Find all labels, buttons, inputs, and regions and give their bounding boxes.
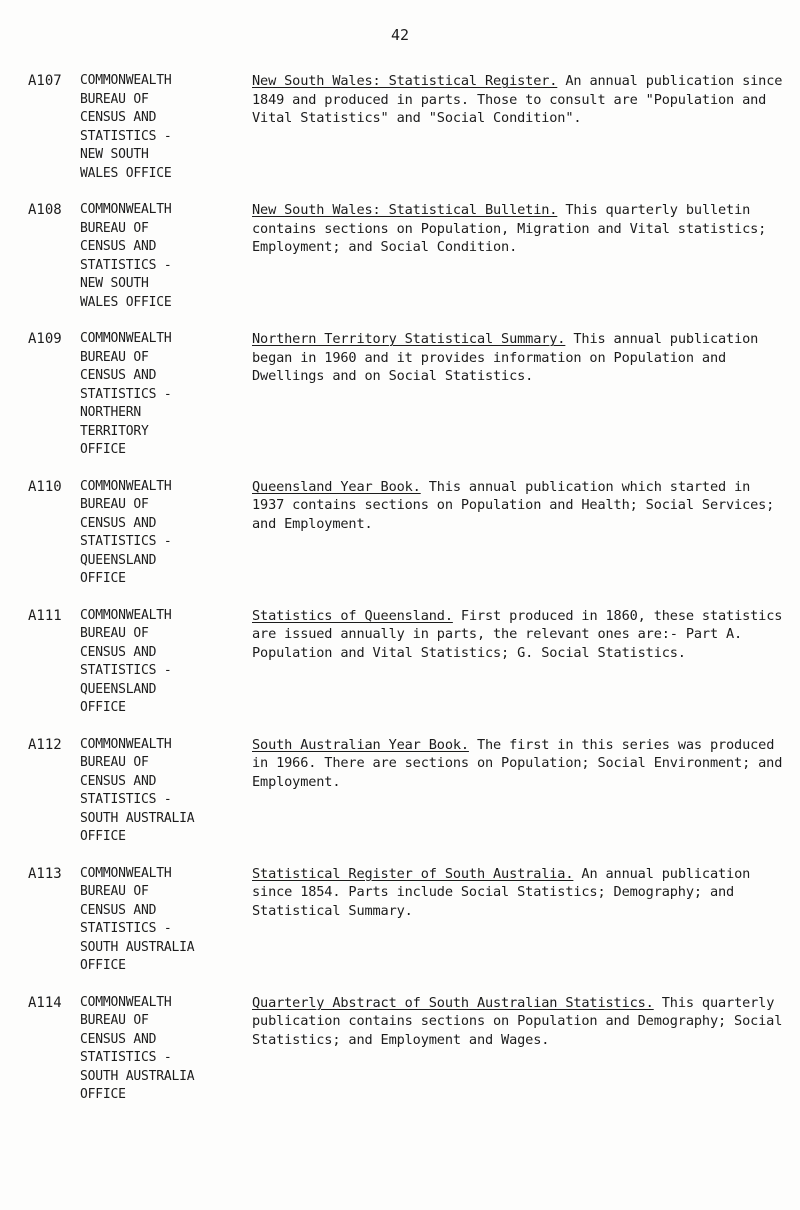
entry-title: Statistics of Queensland. xyxy=(252,607,453,624)
entry-title: Statistical Register of South Australia. xyxy=(252,865,574,882)
entry-description xyxy=(252,736,792,792)
entry-code: A107 xyxy=(28,73,62,89)
entry-a109 xyxy=(28,330,792,460)
source-line: COMMONWEALTH xyxy=(80,865,172,881)
source-line: NEW SOUTH xyxy=(80,276,149,291)
source-line: COMMONWEALTH xyxy=(80,478,172,494)
entries-list xyxy=(28,72,792,1123)
source-line: STATISTICS - xyxy=(80,921,172,936)
source-line: STATISTICS - xyxy=(80,1050,172,1065)
source-line: STATISTICS - xyxy=(80,534,172,549)
source-line: CENSUS AND xyxy=(80,368,157,383)
entry-a112 xyxy=(28,736,792,847)
source-line: BUREAU OF xyxy=(80,91,149,107)
entry-code: A114 xyxy=(28,994,62,1011)
entry-a107 xyxy=(28,72,792,183)
source-line: SOUTH AUSTRALIA xyxy=(80,939,195,955)
entry-source xyxy=(80,72,252,183)
source-line: WALES OFFICE xyxy=(80,165,172,181)
entry-title: New South Wales: Statistical Bulletin. xyxy=(252,202,558,218)
entry-text: The first in this series was produced in 1966. There are sections on Population; Social Environment; and Employment. xyxy=(252,736,783,790)
source-line: OFFICE xyxy=(80,1087,126,1102)
source-line: OFFICE xyxy=(80,571,126,586)
entry-text: First produced in 1860, these statistics are issued annually in parts, the relevant ones are:- Part A. Population and Vital Statistics; G. Social Statistics. xyxy=(252,607,783,661)
entry-text: This quarterly bulletin contains sections on Population, Migration and Vital statistics; Employment; and Social Condition. xyxy=(252,202,767,255)
entry-source xyxy=(80,994,252,1105)
source-line: COMMONWEALTH xyxy=(80,736,172,752)
entry-code: A111 xyxy=(28,607,62,624)
source-line: BUREAU OF xyxy=(80,755,149,770)
entry-title: Queensland Year Book. xyxy=(252,478,421,495)
entry-source xyxy=(80,201,252,312)
entry-code: A108 xyxy=(28,202,62,218)
source-line: CENSUS AND xyxy=(80,515,157,531)
source-line: QUEENSLAND xyxy=(80,552,157,568)
source-line: CENSUS AND xyxy=(80,1031,157,1047)
entry-a113 xyxy=(28,865,792,976)
source-line: BUREAU OF xyxy=(80,884,149,899)
entry-source xyxy=(80,865,252,976)
entry-code: A110 xyxy=(28,478,62,495)
source-line: STATISTICS - xyxy=(80,128,172,144)
source-line: QUEENSLAND xyxy=(80,681,157,697)
source-line: NEW SOUTH xyxy=(80,147,149,162)
entry-title: Northern Territory Statistical Summary. xyxy=(252,331,566,347)
entry-code: A112 xyxy=(28,736,62,753)
source-line: OFFICE xyxy=(80,958,126,973)
source-line: CENSUS AND xyxy=(80,239,157,254)
source-line: OFFICE xyxy=(80,442,126,457)
source-line: COMMONWEALTH xyxy=(80,331,172,346)
entry-text: This annual publication began in 1960 and it provides information on Population and Dwellings and on Social Statistics. xyxy=(252,331,759,384)
entry-description xyxy=(252,330,792,386)
source-line: BUREAU OF xyxy=(80,626,149,641)
entry-text: This annual publication which started in 1937 contains sections on Population and Health; Social Services; and Employment. xyxy=(252,478,775,532)
entry-source xyxy=(80,478,252,589)
source-line: STATISTICS - xyxy=(80,792,172,807)
source-line: COMMONWEALTH xyxy=(80,202,172,217)
source-line: COMMONWEALTH xyxy=(80,994,172,1010)
entry-description xyxy=(252,865,792,921)
source-line: SOUTH AUSTRALIA xyxy=(80,1068,195,1084)
source-line: OFFICE xyxy=(80,700,126,715)
source-line: BUREAU OF xyxy=(80,349,149,365)
entry-source xyxy=(80,736,252,847)
entry-title: Quarterly Abstract of South Australian Statistics. xyxy=(252,994,654,1011)
entry-a110 xyxy=(28,478,792,589)
entry-description xyxy=(252,72,792,128)
source-line: BUREAU OF xyxy=(80,1013,149,1028)
entry-a108 xyxy=(28,201,792,312)
entry-a111 xyxy=(28,607,792,718)
entry-a114 xyxy=(28,994,792,1105)
source-line: COMMONWEALTH xyxy=(80,607,172,623)
entry-title: New South Wales: Statistical Register. xyxy=(252,73,558,89)
source-line: STATISTICS - xyxy=(80,663,172,678)
source-line: CENSUS AND xyxy=(80,773,157,789)
source-line: TERRITORY xyxy=(80,423,149,439)
source-line: COMMONWEALTH xyxy=(80,73,172,88)
source-line: SOUTH AUSTRALIA xyxy=(80,810,195,826)
source-line: BUREAU OF xyxy=(80,497,149,512)
source-line: STATISTICS - xyxy=(80,257,172,273)
entry-title: South Australian Year Book. xyxy=(252,736,469,753)
source-line: WALES OFFICE xyxy=(80,294,172,310)
entry-code: A113 xyxy=(28,865,62,882)
source-line: CENSUS AND xyxy=(80,644,157,660)
entry-description xyxy=(252,994,792,1050)
entry-description xyxy=(252,607,792,663)
entry-text: An annual publication since 1849 and produced in parts. Those to consult are "Population and Vital Statistics" and "Social Condition". xyxy=(252,73,783,126)
page-number: 42 xyxy=(390,26,410,44)
source-line: NORTHERN xyxy=(80,405,142,420)
entry-code: A109 xyxy=(28,331,62,347)
entry-text: This quarterly publication contains sections on Population and Demography; Social Statistics; and Employment and Wages. xyxy=(252,994,783,1048)
entry-description xyxy=(252,478,792,534)
entry-text: An annual publication since 1854. Parts include Social Statistics; Demography; and Statistical Summary. xyxy=(252,865,751,919)
source-line: CENSUS AND xyxy=(80,110,157,125)
entry-source xyxy=(80,607,252,718)
source-line: CENSUS AND xyxy=(80,902,157,918)
source-line: STATISTICS - xyxy=(80,386,172,402)
entry-description xyxy=(252,201,792,257)
source-line: BUREAU OF xyxy=(80,220,149,236)
entry-source xyxy=(80,330,252,460)
source-line: OFFICE xyxy=(80,829,126,844)
